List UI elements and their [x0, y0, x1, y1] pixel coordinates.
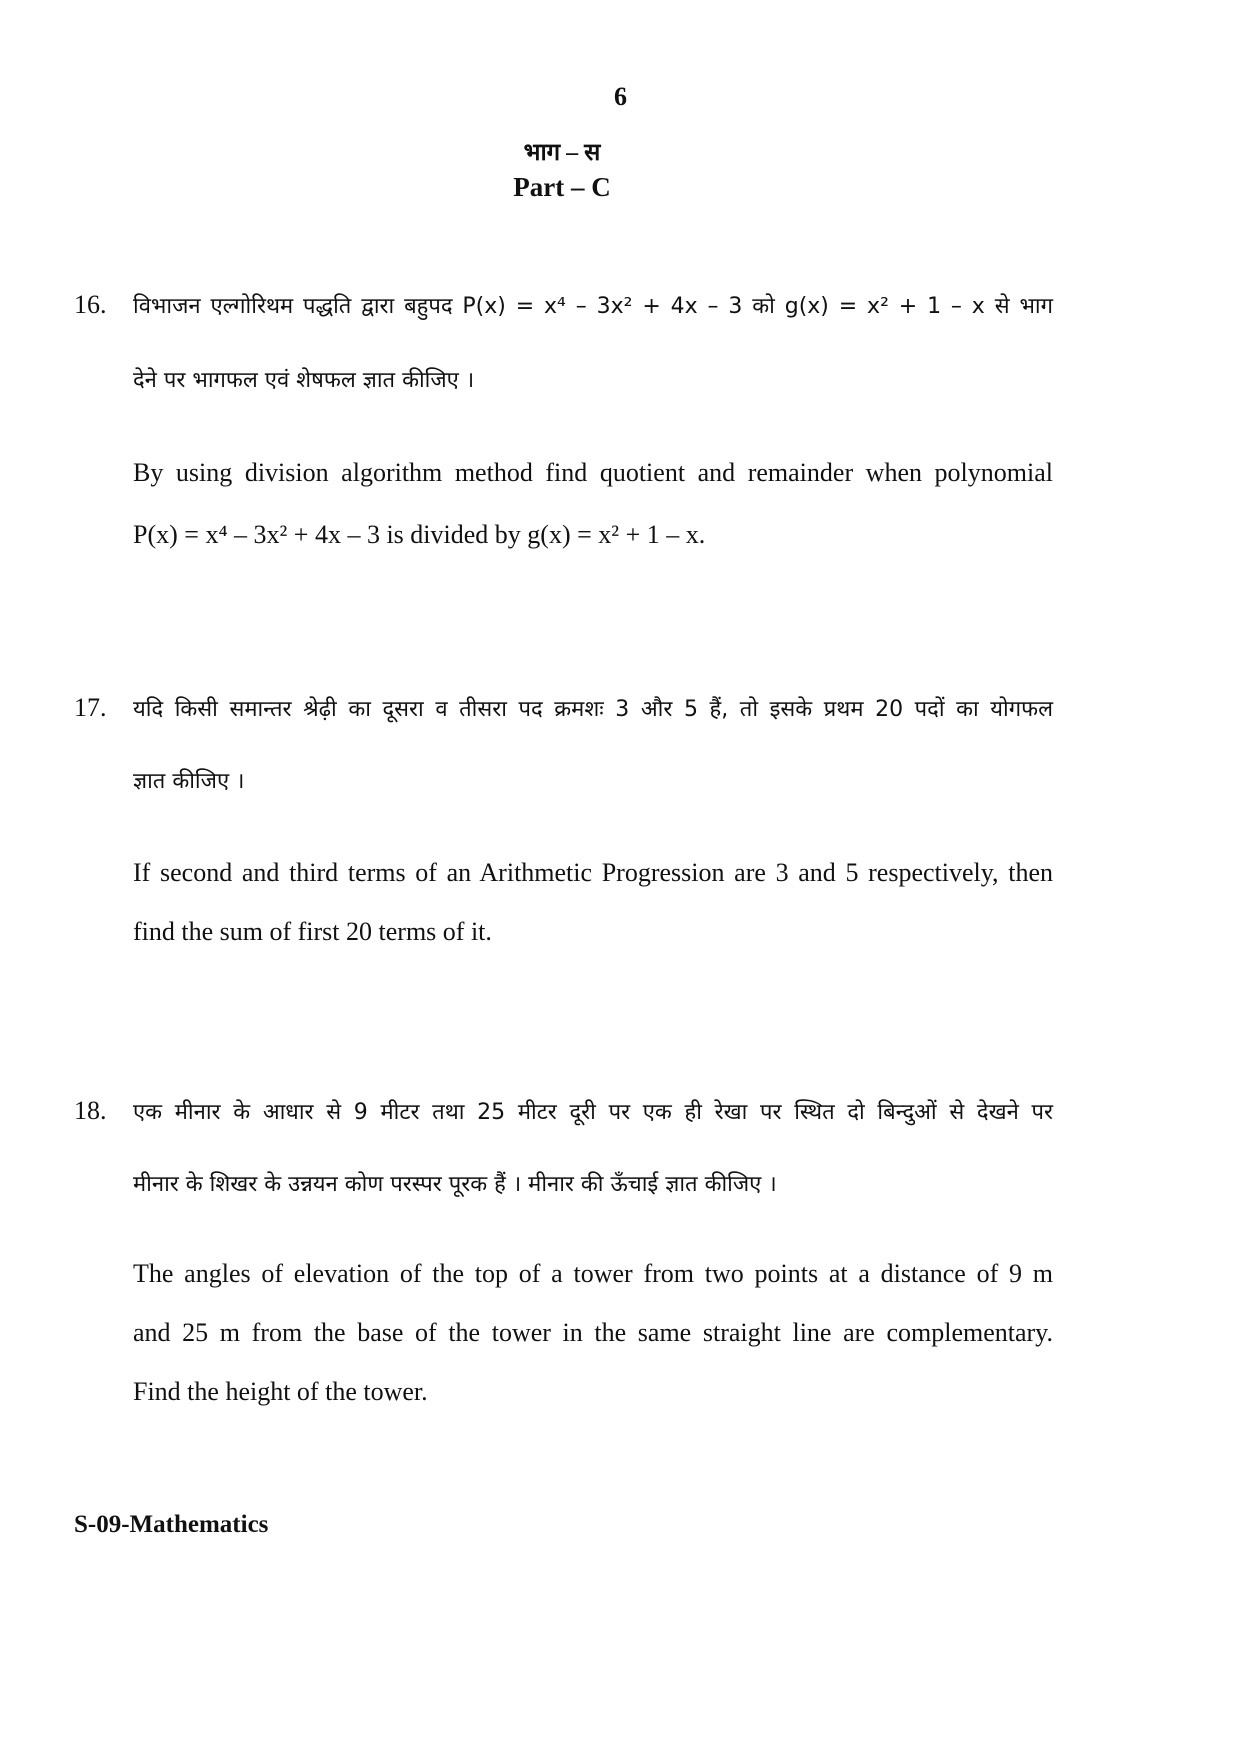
part-heading-english: Part – C: [513, 172, 611, 202]
question-17-english-line-2: find the sum of first 20 terms of it.: [133, 917, 492, 946]
part-heading-hindi: भाग – स: [523, 140, 601, 166]
page-number: 6: [614, 82, 627, 111]
question-17-hindi-line-1: यदि किसी समान्तर श्रेढ़ी का दूसरा व तीसरा पद क्रमशः 3 और 5 हैं, तो इसके प्रथम 20 पदों का योगफल: [133, 697, 1053, 722]
question-18-english-line-2: and 25 m from the base of the tower in the same straight line are complementary.: [133, 1318, 1053, 1347]
question-16-hindi-line-2: देने पर भागफल एवं शेषफल ज्ञात कीजिए ।: [133, 368, 475, 393]
question-17-hindi-line-2: ज्ञात कीजिए ।: [133, 769, 245, 794]
question-17-english-line-1: If second and third terms of an Arithmetic Progression are 3 and 5 respectively, then: [133, 858, 1053, 887]
question-16-hindi-line-1: विभाजन एल्गोरिथम पद्धति द्वारा बहुपद P(x) = x⁴ – 3x² + 4x – 3 को g(x) = x² + 1 – x से भाग: [133, 294, 1053, 319]
question-16-english-line-1: By using division algorithm method find quotient and remainder when polynomial: [133, 458, 1053, 487]
question-18-english-line-3: Find the height of the tower.: [133, 1377, 428, 1406]
question-18-number: 18.: [74, 1096, 107, 1125]
question-18-hindi-line-1: एक मीनार के आधार से 9 मीटर तथा 25 मीटर दूरी पर एक ही रेखा पर स्थित दो बिन्दुओं से देखने पर: [133, 1100, 1053, 1125]
question-17-number: 17.: [74, 693, 107, 722]
question-18-english-line-1: The angles of elevation of the top of a tower from two points at a distance of 9 m: [133, 1259, 1053, 1288]
question-16-english-line-2: P(x) = x⁴ – 3x² + 4x – 3 is divided by g(x) = x² + 1 – x.: [133, 520, 706, 549]
subject-footer: S-09-Mathematics: [74, 1511, 269, 1538]
question-18-hindi-line-2: मीनार के शिखर के उन्नयन कोण परस्पर पूरक हैं । मीनार की ऊँचाई ज्ञात कीजिए ।: [133, 1172, 777, 1197]
question-16-number: 16.: [74, 290, 107, 319]
